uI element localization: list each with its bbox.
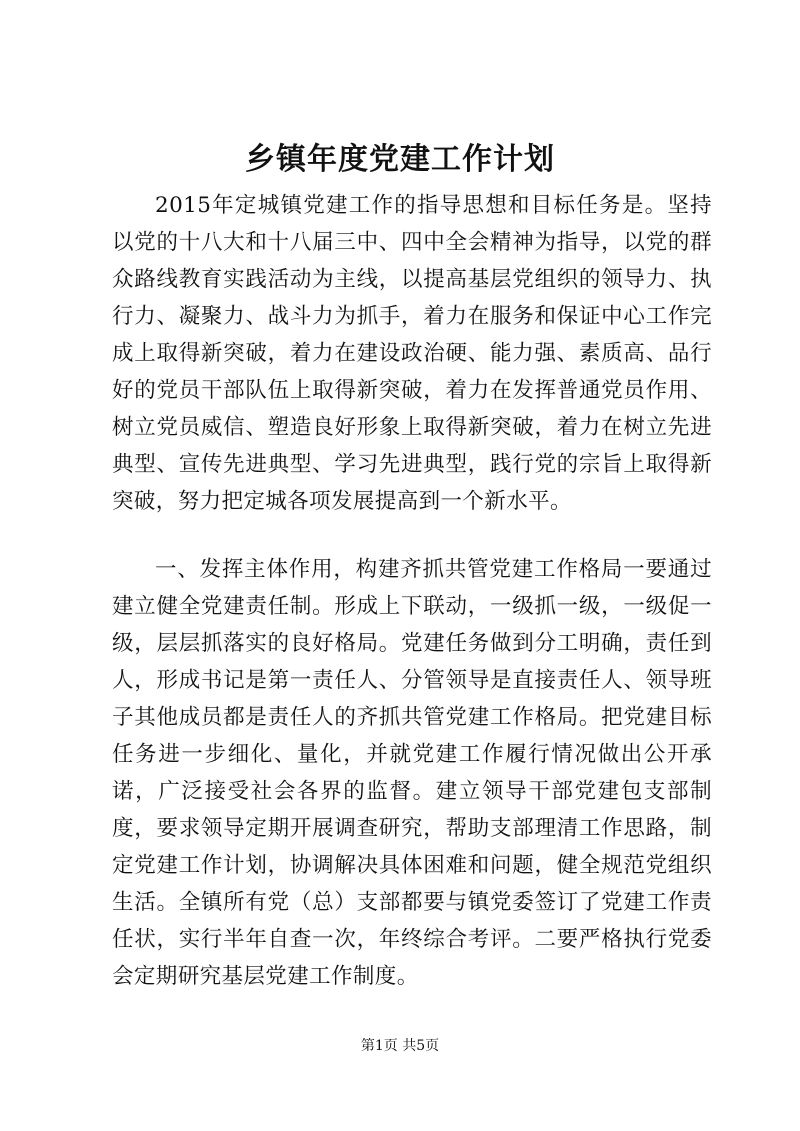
document-title: 乡镇年度党建工作计划	[245, 142, 555, 177]
paragraph-guiding-ideology: 2015年定城镇党建工作的指导思想和目标任务是。坚持以党的十八大和十八届三中、四中全会精神为指导，以党的群众路线教育实践活动为主线，以提高基层党组织的领导力、执行力、凝聚力、战斗力为抓手，着力在服务和保证中心工作完成上取得新突破，着力在建设政治硬、能力强、素质高、品行好的党员干部队伍上取得新突破，着力在发挥普通党员作用、树立党员威信、塑造良好形象上取得新突破，着力在树立先进典型、宣传先进典型、学习先进典型，践行党的宗旨上取得新突破，努力把定城各项发展提高到一个新水平。	[112, 193, 712, 514]
paragraph-section-one: 一、发挥主体作用，构建齐抓共管党建工作格局一要通过建立健全党建责任制。形成上下联动，一级抓一级，一级促一级，层层抓落实的良好格局。党建任务做到分工明确，责任到人，形成书记是第一责任人、分管领导是直接责任人、领导班子其他成员都是责任人的齐抓共管党建工作格局。把党建目标任务进一步细化、量化，并就党建工作履行情况做出公开承诺，广泛接受社会各界的监督。建立领导干部党建包支部制度，要求领导定期开展调查研究，帮助支部理清工作思路，制定党建工作计划，协调解决具体困难和问题，健全规范党组织生活。全镇所有党（总）支部都要与镇党委签订了党建工作责任状，实行半年自查一次，年终综合考评。二要严格执行党委会定期研究基层党建工作制度。	[112, 557, 712, 989]
page-number-footer: 第1页 共5页	[360, 1038, 440, 1054]
